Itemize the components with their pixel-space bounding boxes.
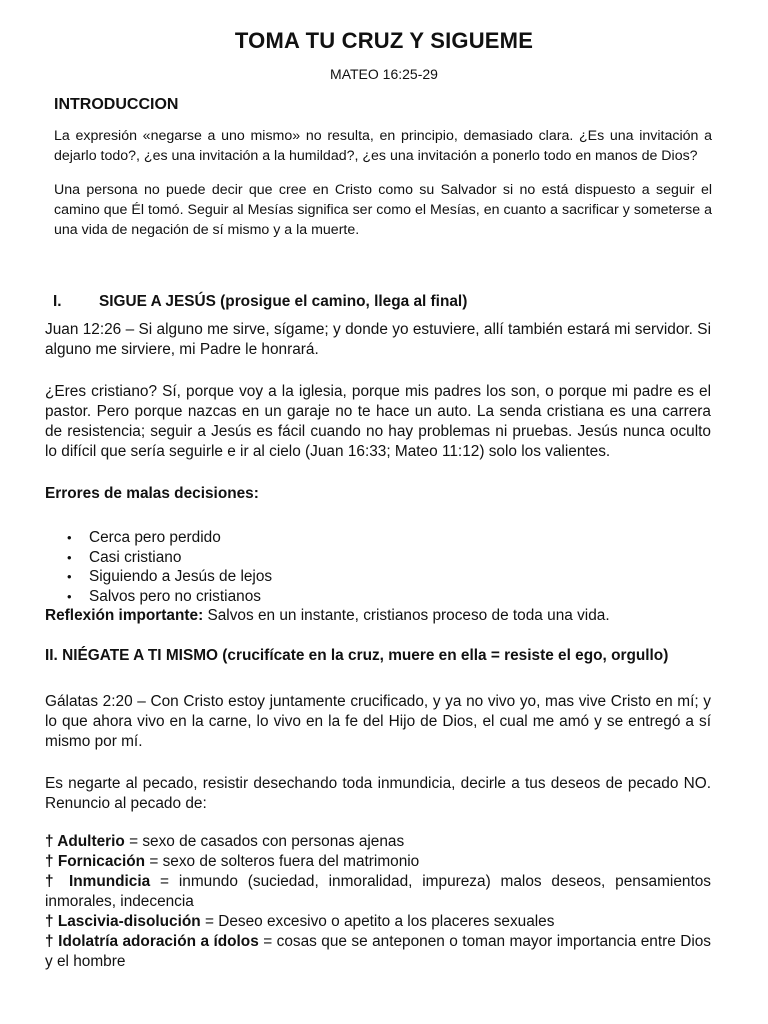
- sin-term: † Adulterio: [45, 833, 125, 850]
- errors-heading: Errores de malas decisiones:: [45, 485, 259, 502]
- section-1-number: I.: [53, 293, 62, 310]
- section-2-heading: II. NIÉGATE A TI MISMO (crucifícate en la cruz, muere en ella = resiste el ego, orgullo): [45, 647, 669, 664]
- list-item: • Cerca pero perdido: [89, 528, 711, 548]
- scripture-reference: MATEO 16:25-29: [330, 66, 438, 82]
- sin-item-fornicacion: [45, 852, 711, 872]
- section-2-verse: Gálatas 2:20 – Con Cristo estoy juntamente crucificado, y ya no vivo yo, mas vive Cristo en mí; y lo que ahora vivo en la carne, lo vivo en la fe del Hijo de Dios, el cual me amó y se entregó a sí mismo por mí.: [45, 693, 711, 750]
- section-1-verse: Juan 12:26 – Si alguno me sirve, sígame; y donde yo estuviere, allí también estará mi servidor. Si alguno me sirviere, mi Padre le honrará.: [45, 321, 711, 358]
- sin-definition: = sexo de casados con personas ajenas: [124, 833, 405, 850]
- reflection-text: Salvos en un instante, cristianos proceso de toda una vida.: [203, 607, 610, 624]
- sin-item-lascivia: [45, 912, 711, 932]
- list-item: • Salvos pero no cristianos: [89, 587, 711, 607]
- sin-term: † Idolatría adoración a ídolos: [45, 933, 259, 950]
- sin-definition: = cosas que se anteponen o toman mayor importancia entre Dios y el hombre: [45, 933, 712, 970]
- sin-item-idolatria: [45, 932, 711, 972]
- sins-list: [45, 832, 711, 972]
- sin-definition: = sexo de solteros fuera del matrimonio: [145, 853, 420, 870]
- sin-term: † Inmundicia: [45, 873, 151, 890]
- intro-heading: INTRODUCCION: [54, 96, 179, 113]
- list-item: • Casi cristiano: [89, 548, 711, 568]
- intro-paragraph-1: La expresión «negarse a uno mismo» no resulta, en principio, demasiado clara. ¿Es una invitación a dejarlo todo?, ¿es una invitación a la humildad?, ¿es una invitación a ponerlo todo en manos de Dios?: [54, 128, 712, 164]
- reflection-line: [45, 606, 711, 626]
- reflection-label: Reflexión importante:: [45, 607, 204, 624]
- errors-list: [45, 528, 711, 606]
- section-1-paragraph: ¿Eres cristiano? Sí, porque voy a la iglesia, porque mis padres los son, o porque mi padre es el pastor. Pero porque nazcas en un garaje no te hace un auto. La senda cristiana es una carrera de resistencia; seguir a Jesús es fácil cuando no hay problemas ni pruebas. Jesús nunca oculto lo difícil que sería seguirle e ir al cielo (Juan 16:33; Mateo 11:12) solo los valientes.: [45, 383, 711, 460]
- section-2-paragraph: Es negarte al pecado, resistir desechando toda inmundicia, decirle a tus deseos de pecado NO. Renuncio al pecado de:: [45, 775, 711, 812]
- section-1-heading: [53, 292, 711, 312]
- intro-paragraph-2: Una persona no puede decir que cree en Cristo como su Salvador si no está dispuesto a seguir el camino que Él tomó. Seguir al Mesías significa ser como el Mesías, en cuanto a sacrificar y someterse a una vida de negación de sí mismo y a la muerte.: [54, 182, 712, 238]
- sin-definition: = Deseo excesivo o apetito a los placeres sexuales: [200, 913, 555, 930]
- sin-term: † Fornicación: [45, 853, 146, 870]
- sin-item-inmundicia: [45, 872, 711, 912]
- sin-term: † Lascivia-disolución: [45, 913, 201, 930]
- sin-definition: = inmundo (suciedad, inmoralidad, impureza) malos deseos, pensamientos inmorales, indecencia: [45, 873, 711, 910]
- document-title: TOMA TU CRUZ Y SIGUEME: [234, 28, 534, 53]
- sin-item-adulterio: [45, 832, 711, 852]
- section-1-title: SIGUE A JESÚS (prosigue el camino, llega al final): [99, 293, 468, 310]
- main-body: [45, 292, 711, 972]
- list-item: • Siguiendo a Jesús de lejos: [89, 567, 711, 587]
- introduction-section: [54, 96, 712, 254]
